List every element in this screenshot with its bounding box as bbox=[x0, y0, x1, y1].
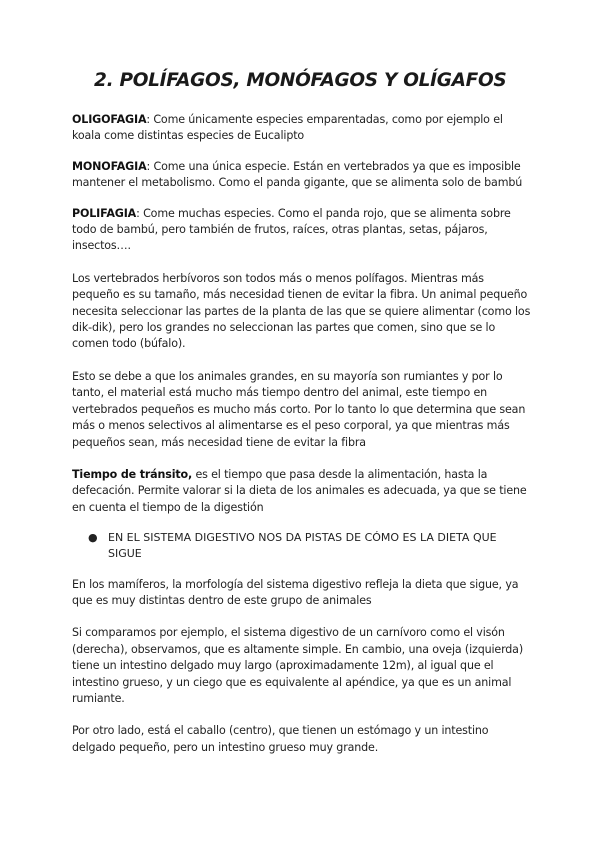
paragraph-comparacion: Si comparamos por ejemplo, el sistema digestivo de un carnívoro como el visón (derecha), observamos, que es altamente simple. En cambio, una oveja (izquierda) tiene un intestino delgado muy largo (aproximadamente 12m), al igual que el intestino grueso, y un ciego que es equivalente al apéndice, ya que es un animal rumiante. bbox=[72, 626, 524, 705]
paragraph-text: Los vertebrados herbívoros son todos más o menos polífagos. Mientras más pequeño es su tamaño, más necesidad tienen de evitar la fibra. Un animal pequeño necesita seleccionar las partes de la planta de las que se quiere alimentar (como los dik-dik), pero los grandes no seleccionan las partes que comen, sino que se lo comen todo (búfalo). bbox=[72, 271, 531, 351]
bullet-marker: ● bbox=[88, 531, 98, 545]
section-title: 2. POLÍFAGOS, MONÓFAGOS Y OLÍGAFOS bbox=[94, 70, 507, 91]
paragraph-herbivoros bbox=[72, 271, 534, 353]
paragraph-tiempo-transito bbox=[72, 467, 534, 516]
paragraph-caballo: Por otro lado, está el caballo (centro), que tienen un estómago y un intestino delgado pequeño, pero un intestino grueso muy grande. bbox=[72, 724, 489, 754]
paragraph-oligofagia bbox=[72, 112, 534, 145]
paragraph-text: es el tiempo que pasa desde la alimentación, hasta la defecación. Permite valorar si la dieta de los animales es adecuada, ya que se tiene en cuenta el tiempo de la digestión bbox=[72, 467, 527, 514]
paragraph-rumiantes bbox=[72, 369, 534, 451]
paragraph-text: : Come únicamente especies emparentadas, como por ejemplo el koala come distintas especies de Eucalipto bbox=[72, 113, 503, 143]
bullet-item bbox=[72, 530, 534, 562]
paragraph-text: : Come muchas especies. Como el panda rojo, que se alimenta sobre todo de bambú, pero también de frutos, raíces, otras plantas, setas, pájaros, insectos…. bbox=[72, 206, 511, 253]
term-label: OLIGOFAGIA bbox=[72, 113, 147, 126]
bullet-text: EN EL SISTEMA DIGESTIVO NOS DA PISTAS DE CÓMO ES LA DIETA QUE SIGUE bbox=[108, 531, 497, 561]
document-body bbox=[72, 112, 534, 772]
paragraph-text: Esto se debe a que los animales grandes, en su mayoría son rumiantes y por lo tanto, el material está mucho más tiempo dentro del animal, este tiempo en vertebrados pequeños es mucho más corto. Por lo tanto lo que determina que sean más o menos selectivos al alimentarse es el peso corporal, ya que mientras más pequeños sean, más necesidad tiene de evitar la fibra bbox=[72, 369, 526, 449]
term-label: MONOFAGIA bbox=[72, 159, 147, 173]
paragraph-mamiferos: En los mamíferos, la morfología del sistema digestivo refleja la dieta que sigue, ya que es muy distintas dentro de este grupo de animales bbox=[72, 577, 519, 607]
paragraph-polifagia bbox=[72, 206, 534, 255]
term-label: Tiempo de tránsito, bbox=[72, 467, 193, 481]
paragraph-monofagia bbox=[72, 159, 534, 192]
paragraph-text: : Come una única especie. Están en vertebrados ya que es imposible mantener el metabolismo. Como el panda gigante, que se alimenta solo de bambú bbox=[72, 159, 523, 190]
term-label: POLIFAGIA bbox=[72, 206, 137, 220]
